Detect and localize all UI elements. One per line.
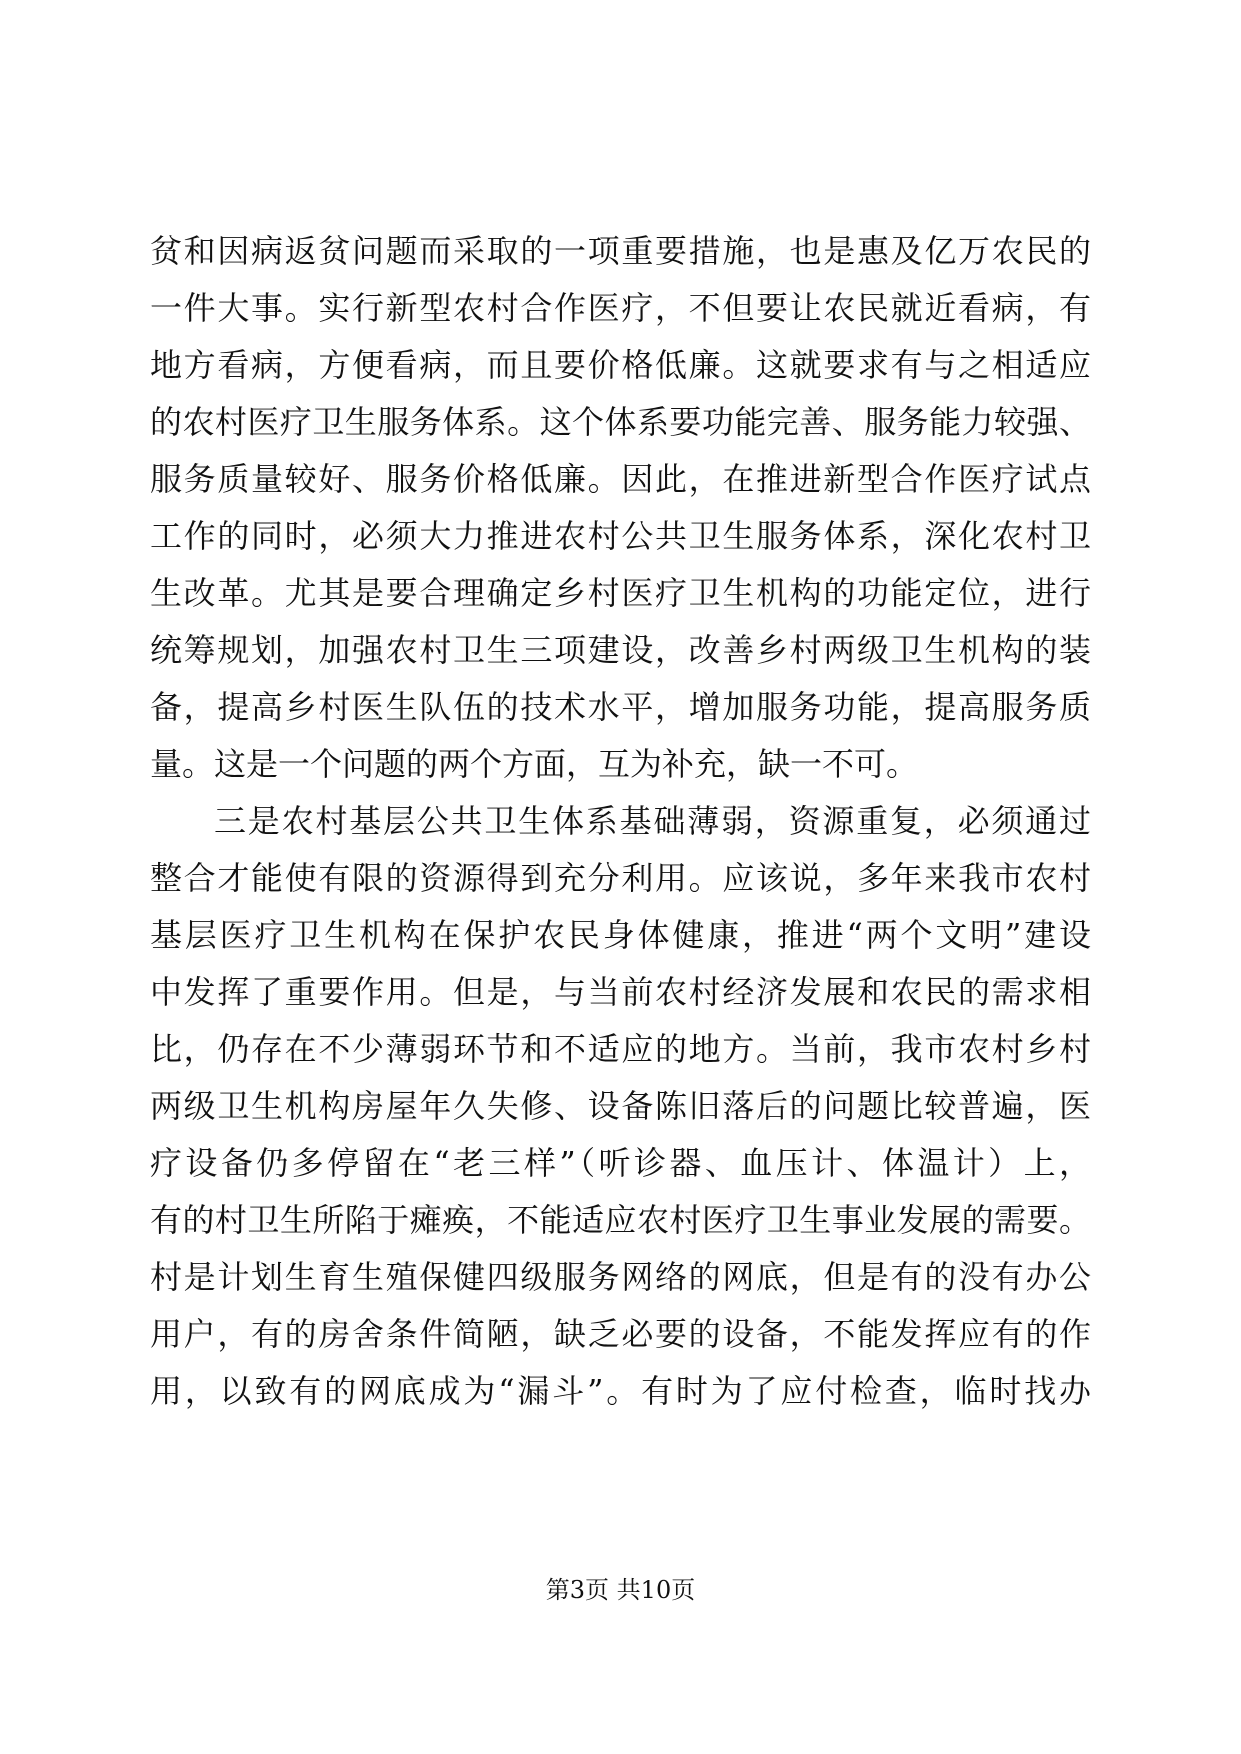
body-line-4: 的农村医疗卫生服务体系。这个体系要功能完善、服务能力较强、	[150, 403, 1091, 441]
body-line-9: 备，提高乡村医生队伍的技术水平，增加服务功能，提高服务质	[150, 688, 1091, 726]
page-number-footer: 第3页 共10页	[545, 1576, 696, 1604]
body-line-15: 比，仍存在不少薄弱环节和不适应的地方。当前，我市农村乡村	[150, 1030, 1091, 1068]
body-line-2: 一件大事。实行新型农村合作医疗，不但要让农民就近看病，有	[150, 289, 1091, 327]
body-line-14: 中发挥了重要作用。但是，与当前农村经济发展和农民的需求相	[150, 973, 1091, 1011]
body-line-13: 基层医疗卫生机构在保护农民身体健康，推进“两个文明”建设	[150, 916, 1091, 954]
body-line-21: 用，以致有的网底成为“漏斗”。有时为了应付检查，临时找办	[150, 1372, 1091, 1410]
body-line-8: 统筹规划，加强农村卫生三项建设，改善乡村两级卫生机构的装	[150, 631, 1091, 669]
body-line-10: 量。这是一个问题的两个方面，互为补充，缺一不可。	[150, 745, 919, 783]
body-line-16: 两级卫生机构房屋年久失修、设备陈旧落后的问题比较普遍，医	[150, 1087, 1091, 1125]
body-line-20: 用户，有的房舍条件简陋，缺乏必要的设备，不能发挥应有的作	[150, 1315, 1091, 1353]
body-line-6: 工作的同时，必须大力推进农村公共卫生服务体系，深化农村卫	[150, 517, 1091, 555]
body-line-19: 村是计划生育生殖保健四级服务网络的网底，但是有的没有办公	[150, 1258, 1091, 1296]
body-line-18: 有的村卫生所陷于瘫痪，不能适应农村医疗卫生事业发展的需要。	[150, 1201, 1091, 1239]
body-line-11: 三是农村基层公共卫生体系基础薄弱，资源重复，必须通过	[214, 802, 1091, 840]
body-line-3: 地方看病，方便看病，而且要价格低廉。这就要求有与之相适应	[150, 346, 1091, 384]
body-line-1: 贫和因病返贫问题而采取的一项重要措施，也是惠及亿万农民的	[150, 232, 1091, 270]
body-line-17: 疗设备仍多停留在“老三样”（听诊器、血压计、体温计）上，	[150, 1144, 1091, 1182]
body-line-12: 整合才能使有限的资源得到充分利用。应该说，多年来我市农村	[150, 859, 1091, 897]
body-line-5: 服务质量较好、服务价格低廉。因此，在推进新型合作医疗试点	[150, 460, 1091, 498]
body-line-7: 生改革。尤其是要合理确定乡村医疗卫生机构的功能定位，进行	[150, 574, 1091, 612]
